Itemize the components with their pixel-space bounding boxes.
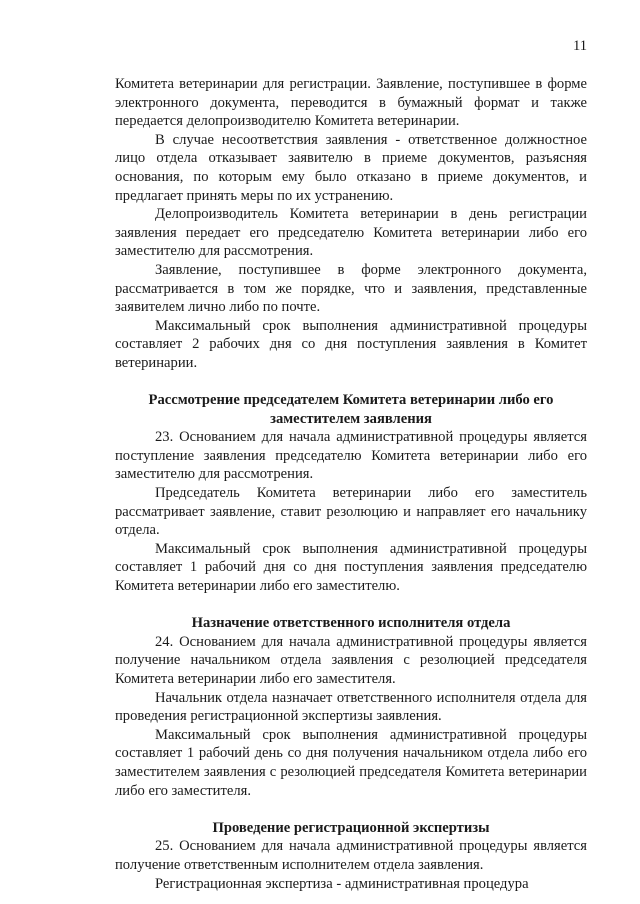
paragraph: Максимальный срок выполнения административной процедуры составляет 2 рабочих дня со дня поступления заявления в Комитет ветеринарии. — [115, 317, 587, 371]
paragraph: 23. Основанием для начала административной процедуры является поступление заявления председателю Комитета ветеринарии либо его заместителю для рассмотрения. — [115, 429, 587, 483]
paragraph: 25. Основанием для начала административной процедуры является получение ответственным исполнителем отдела заявления. — [115, 838, 587, 873]
paragraph: Заявление, поступившее в форме электронного документа, рассматривается в том же порядке, что и заявления, представленные заявителем лично либо по почте. — [115, 261, 587, 316]
section-heading: Рассмотрение председателем Комитета ветеринарии либо его заместителем заявления — [148, 392, 554, 427]
paragraph: Комитета ветеринарии для регистрации. Заявление, поступившее в форме электронного документа, переводится в бумажный формат и также передается делопроизводителю Комитета ветеринарии. — [115, 76, 587, 130]
page-number: 11 — [572, 38, 587, 54]
section-heading: Назначение ответственного исполнителя отдела — [191, 615, 511, 632]
paragraph: 24. Основанием для начала административной процедуры является получение начальником отдела заявления с резолюцией председателя Комитета ветеринарии либо его заместителя. — [115, 633, 587, 687]
paragraph: Максимальный срок выполнения административной процедуры составляет 1 рабочий день со дня получения начальником отдела либо его заместителем заявления с резолюцией председателя Комитета ветеринарии либо его заместителя. — [115, 726, 587, 799]
section-heading: Проведение регистрационной экспертизы — [212, 819, 490, 836]
paragraph: Максимальный срок выполнения административной процедуры составляет 1 рабочий дня со дня поступления заявления председателю Комитета ветеринарии либо его заместителю. — [115, 540, 587, 595]
paragraph: Председатель Комитета ветеринарии либо его заместитель рассматривает заявление, ставит резолюцию и направляет его начальнику отдела. — [115, 485, 587, 539]
paragraph: Начальник отдела назначает ответственного исполнителя отдела для проведения регистрационной экспертизы заявления. — [115, 689, 587, 725]
paragraph: В случае несоответствия заявления - ответственное должностное лицо отдела отказывает заявителю в приеме документов, разъясняя основания, по которым ему было отказано в приеме документов, и предлагает принять меры по их устранению. — [115, 131, 587, 204]
paragraph: Регистрационная экспертиза - административная процедура — [155, 875, 529, 892]
document-body — [115, 75, 587, 893]
paragraph: Делопроизводитель Комитета ветеринарии в день регистрации заявления передает его председателю Комитета ветеринарии либо его заместителю для рассмотрения. — [115, 206, 587, 260]
